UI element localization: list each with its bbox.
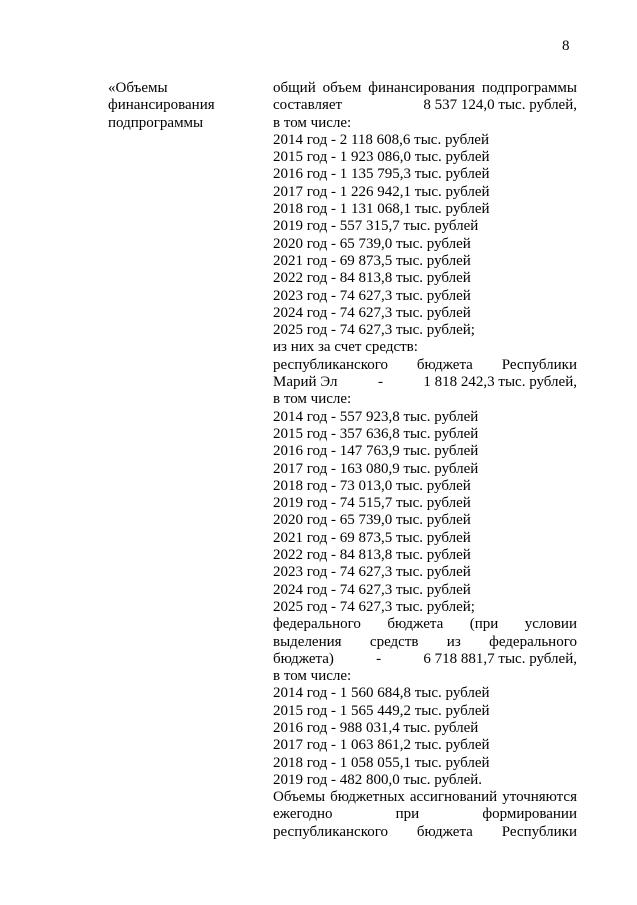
financing-line: 2022 год - 84 813,8 тыс. рублей	[273, 270, 471, 287]
financing-line: 2021 год - 69 873,5 тыс. рублей	[273, 252, 471, 269]
financing-line: 2015 год - 1 565 449,2 тыс. рублей	[273, 702, 490, 719]
row-label	[108, 80, 258, 132]
financing-word: из	[446, 633, 461, 650]
financing-word: бюджета	[387, 616, 444, 633]
financing-line: 2023 год - 74 627,3 тыс. рублей	[273, 564, 471, 581]
financing-word: -	[376, 650, 382, 667]
financing-line	[273, 357, 577, 374]
financing-word: при	[395, 806, 420, 823]
financing-word: республиканского	[273, 823, 388, 840]
financing-word: уточняются	[502, 789, 577, 806]
financing-details	[273, 80, 577, 841]
financing-line: 2014 год - 1 560 684,8 тыс. рублей	[273, 685, 490, 702]
financing-line	[273, 97, 577, 114]
financing-word: подпрограммы	[481, 80, 577, 96]
financing-word: бюджета	[416, 356, 473, 373]
financing-line: 2019 год - 74 515,7 тыс. рублей	[273, 495, 471, 512]
financing-word: (при	[469, 616, 499, 633]
financing-word: Республики	[501, 823, 577, 840]
financing-line: 2016 год - 988 031,4 тыс. рублей	[273, 719, 479, 736]
financing-word: средств	[369, 633, 419, 650]
row-label-line: подпрограммы	[108, 114, 204, 131]
financing-line: 2024 год - 74 627,3 тыс. рублей	[273, 304, 471, 321]
financing-line: 2016 год - 147 763,9 тыс. рублей	[273, 443, 479, 460]
financing-word: 8 537 124,0 тыс. рублей,	[423, 97, 577, 114]
financing-line: 2015 год - 357 636,8 тыс. рублей	[273, 425, 479, 442]
financing-word: условии	[524, 616, 577, 633]
financing-line: 2018 год - 73 013,0 тыс. рублей	[273, 477, 471, 494]
financing-line: 2018 год - 1 131 068,1 тыс. рублей	[273, 201, 490, 218]
financing-line: 2021 год - 69 873,5 тыс. рублей	[273, 529, 471, 546]
financing-line: 2017 год - 1 226 942,1 тыс. рублей	[273, 183, 490, 200]
financing-word: бюджета)	[273, 650, 334, 667]
financing-line: 2023 год - 74 627,3 тыс. рублей	[273, 287, 471, 304]
financing-line: в том числе:	[273, 668, 352, 685]
financing-word: объем	[322, 80, 362, 96]
financing-word: выделения	[273, 633, 342, 650]
financing-word: ежегодно	[273, 806, 333, 823]
financing-line: в том числе:	[273, 391, 352, 408]
financing-word: финансирования	[368, 80, 475, 96]
financing-word: 1 818 242,3 тыс. рублей,	[423, 374, 577, 391]
financing-line: 2014 год - 2 118 608,6 тыс. рублей	[273, 131, 489, 148]
financing-word: Республики	[501, 356, 577, 373]
financing-line	[273, 616, 577, 633]
financing-line: 2016 год - 1 135 795,3 тыс. рублей	[273, 166, 490, 183]
financing-line: в том числе:	[273, 114, 352, 131]
financing-line	[273, 634, 577, 651]
financing-line	[273, 789, 577, 806]
financing-line: 2018 год - 1 058 055,1 тыс. рублей	[273, 754, 490, 771]
financing-line: 2017 год - 1 063 861,2 тыс. рублей	[273, 737, 490, 754]
financing-line: 2025 год - 74 627,3 тыс. рублей;	[273, 598, 475, 615]
page-number: 8	[562, 38, 570, 54]
financing-line: 2020 год - 65 739,0 тыс. рублей	[273, 235, 471, 252]
financing-line	[273, 824, 577, 841]
financing-word: 6 718 881,7 тыс. рублей,	[423, 650, 577, 667]
financing-word: бюджета	[416, 823, 473, 840]
financing-line: 2017 год - 163 080,9 тыс. рублей	[273, 460, 479, 477]
financing-line: 2019 год - 557 315,7 тыс. рублей	[273, 218, 479, 235]
financing-word: Объемы	[273, 789, 326, 806]
financing-word: Марий Эл	[273, 374, 338, 391]
financing-line	[273, 374, 577, 391]
financing-line: 2024 год - 74 627,3 тыс. рублей	[273, 581, 471, 598]
financing-line	[273, 806, 577, 823]
financing-word: республиканского	[273, 356, 388, 373]
financing-line: 2020 год - 65 739,0 тыс. рублей	[273, 512, 471, 529]
financing-word: формировании	[482, 806, 577, 823]
row-label-line: «Объемы	[108, 80, 168, 96]
financing-line: 2019 год - 482 800,0 тыс. рублей.	[273, 771, 483, 788]
financing-word: -	[377, 374, 383, 391]
financing-line: из них за счет средств:	[273, 339, 418, 356]
row-label-line: финансирования	[108, 97, 215, 114]
financing-word: ассигнований	[409, 789, 498, 806]
financing-line	[273, 651, 577, 668]
financing-word: составляет	[273, 97, 343, 114]
financing-line: 2025 год - 74 627,3 тыс. рублей;	[273, 322, 475, 339]
financing-line: 2015 год - 1 923 086,0 тыс. рублей	[273, 149, 490, 166]
financing-word: общий	[273, 80, 316, 96]
financing-line: 2014 год - 557 923,8 тыс. рублей	[273, 408, 479, 425]
financing-line	[273, 80, 577, 97]
financing-word: федерального	[489, 633, 577, 650]
financing-word: федерального	[273, 616, 361, 633]
financing-word: бюджетных	[330, 789, 405, 806]
financing-line: 2022 год - 84 813,8 тыс. рублей	[273, 547, 471, 564]
